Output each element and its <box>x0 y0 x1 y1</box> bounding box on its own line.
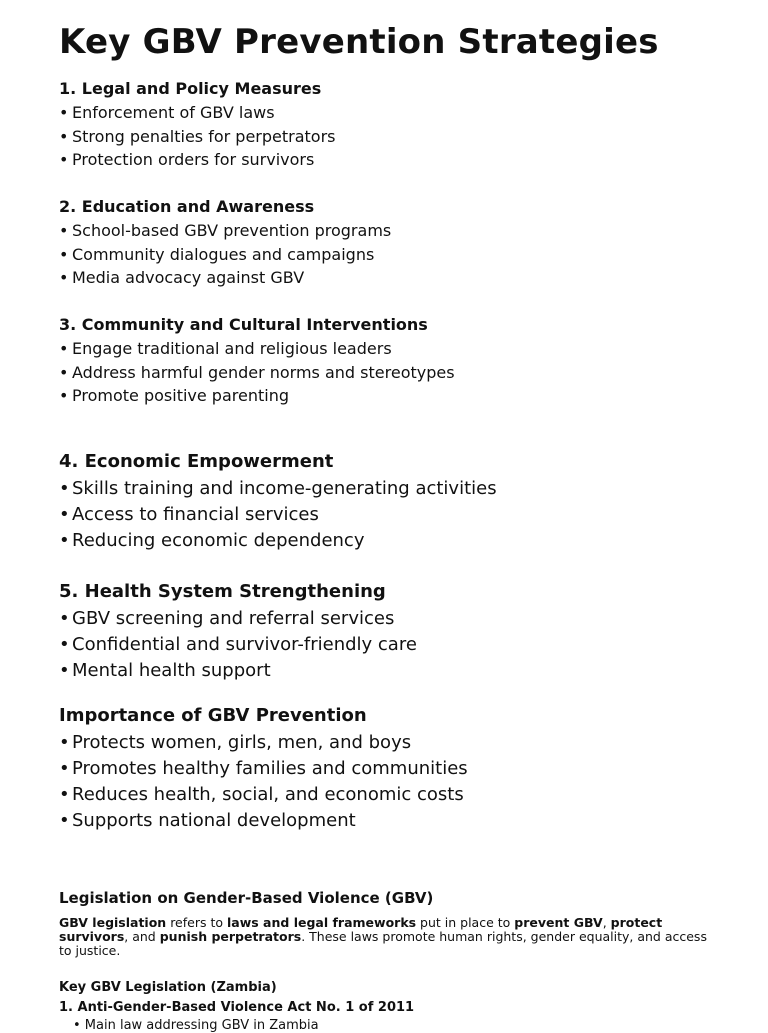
section-health-system <box>59 578 417 684</box>
list-item: • Confidential and survivor-friendly care <box>59 634 417 655</box>
list-item: • Promotes healthy families and communities <box>59 758 468 779</box>
list-item: • Access to financial services <box>59 504 319 525</box>
act-title: 1. Anti-Gender-Based Violence Act No. 1 of 2011 <box>59 1000 415 1015</box>
list-item: • Community dialogues and campaigns <box>59 244 375 264</box>
list-item: • Supports national development <box>59 810 356 831</box>
legislation-paragraph: GBV legislation refers to laws and legal frameworks put in place to prevent GBV, protect survivors, and punish perpetrators. These laws promote human rights, gender equality, and access to justice. <box>59 915 707 958</box>
list-item: • Address harmful gender norms and stereotypes <box>59 362 455 382</box>
bullet-list <box>59 476 497 554</box>
list-item: • Media advocacy against GBV <box>59 268 305 287</box>
section-legal-policy <box>59 77 336 172</box>
bullet-list <box>59 606 417 684</box>
list-item: • Protects women, girls, men, and boys <box>59 732 412 753</box>
section-heading: 5. Health System Strengthening <box>59 581 386 602</box>
act-subitem: • Main law addressing GBV in Zambia <box>73 1018 319 1033</box>
section-education-awareness <box>59 195 391 290</box>
list-item: • Engage traditional and religious leaders <box>59 339 392 358</box>
list-item: • Reduces health, social, and economic costs <box>59 784 464 805</box>
key-legislation-title: Key GBV Legislation (Zambia) <box>59 980 277 995</box>
section-community-cultural <box>59 313 455 408</box>
list-item: • GBV screening and referral services <box>59 608 395 629</box>
bullet-list <box>59 219 391 290</box>
bullet-list <box>59 730 468 834</box>
page-title: Key GBV Prevention Strategies <box>59 22 659 62</box>
section-heading: Importance of GBV Prevention <box>59 705 367 726</box>
section-heading: 2. Education and Awareness <box>59 197 315 216</box>
list-item: • Skills training and income-generating activities <box>59 478 497 499</box>
list-item: • Strong penalties for perpetrators <box>59 126 336 146</box>
bullet-list <box>59 101 336 172</box>
list-item: • Enforcement of GBV laws <box>59 103 275 122</box>
section-heading: 3. Community and Cultural Interventions <box>59 315 428 334</box>
list-item: • Protection orders for survivors <box>59 150 315 169</box>
list-item: • Mental health support <box>59 660 271 681</box>
section-importance <box>59 702 468 834</box>
bullet-list <box>59 337 455 408</box>
section-heading: 1. Legal and Policy Measures <box>59 79 322 98</box>
legislation-title: Legislation on Gender-Based Violence (GBV) <box>59 889 434 907</box>
section-heading: 4. Economic Empowerment <box>59 451 334 472</box>
list-item: • School-based GBV prevention programs <box>59 221 392 240</box>
list-item: • Reducing economic dependency <box>59 530 365 551</box>
section-economic-empowerment <box>59 448 497 554</box>
list-item: • Promote positive parenting <box>59 386 289 405</box>
